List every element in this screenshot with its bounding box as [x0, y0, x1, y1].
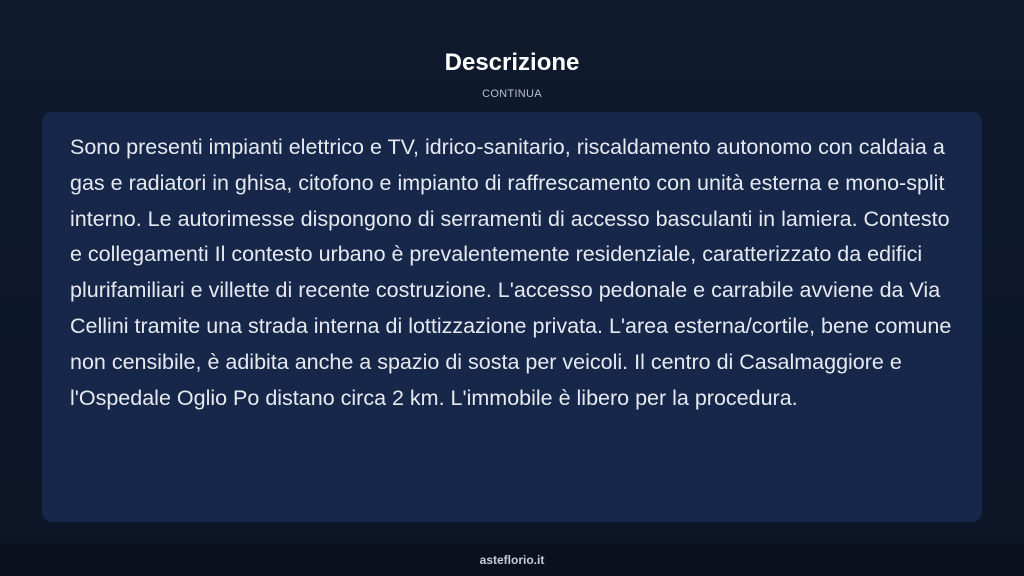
- description-text: Sono presenti impianti elettrico e TV, idrico-sanitario, riscaldamento autonomo con caldaia a gas e radiatori in ghisa, citofono e impianto di raffrescamento con unità esterna e mono-split interno. Le autorimesse dispongono di serramenti di accesso basculanti in lamiera. Contesto e collegamenti Il contesto urbano è prevalentemente residenziale, caratterizzato da edifici plurifamiliari e villette di recente costruzione. L'accesso pedonale e carrabile avviene da Via Cellini tramite una strada interna di lottizzazione privata. L'area esterna/cortile, bene comune non censibile, è adibita anche a spazio di sosta per veicoli. Il centro di Casalmaggiore e l'Ospedale Oglio Po distano circa 2 km. L'immobile è libero per la procedura.: [70, 135, 952, 410]
- page-subtitle: CONTINUA: [482, 88, 542, 100]
- header: [0, 48, 1024, 100]
- footer: [0, 544, 1024, 576]
- page-title: Descrizione: [444, 49, 580, 76]
- footer-site: asteflorio.it: [479, 553, 545, 567]
- description-card: [42, 112, 982, 522]
